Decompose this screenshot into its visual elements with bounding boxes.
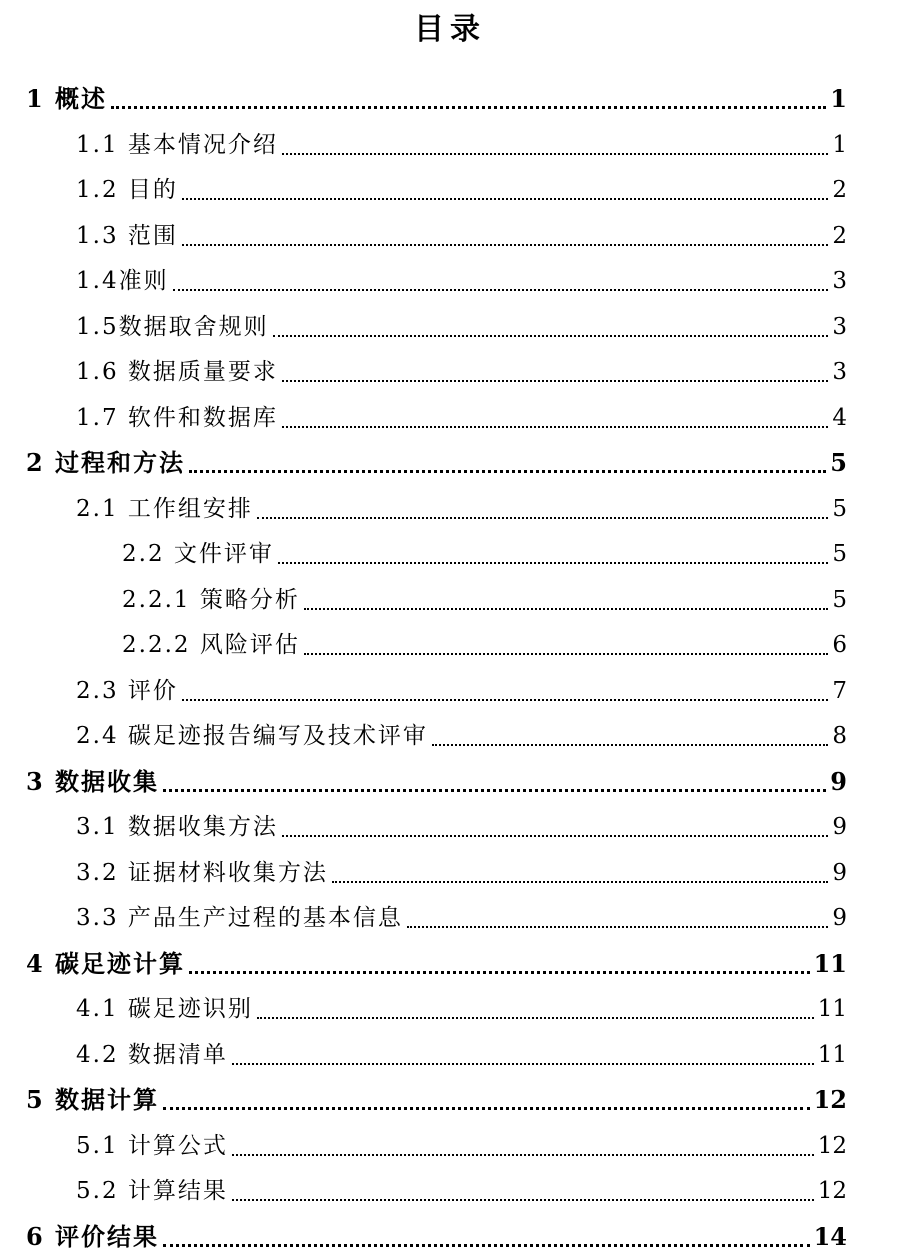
toc-entry-label: 2.4 碳足迹报告编写及技术评审 (76, 723, 428, 749)
dot-leader (163, 789, 826, 792)
dot-leader (163, 1244, 810, 1247)
toc-entry[interactable] (76, 853, 847, 887)
toc-entry[interactable] (26, 79, 847, 113)
toc-entry[interactable] (76, 261, 847, 295)
toc-entry-label: 2.3 评价 (76, 677, 178, 704)
dot-leader (182, 244, 828, 246)
toc-entry-label: 2.2.1 策略分析 (122, 586, 300, 613)
toc-entry-label: 1.7 软件和数据库 (76, 404, 278, 431)
toc-entry[interactable] (76, 671, 847, 705)
toc-entry-page-number: 5 (832, 541, 847, 567)
toc-entry-page-number: 3 (832, 268, 847, 294)
toc-entry[interactable] (76, 170, 847, 204)
toc-entry[interactable] (122, 534, 847, 568)
toc-entry-label: 1.1 基本情况介绍 (76, 131, 278, 158)
toc-entry[interactable] (76, 1171, 847, 1205)
toc-entry[interactable] (76, 989, 847, 1023)
dot-leader (163, 1107, 810, 1110)
toc-entry-label: 2.2.2 风险评估 (122, 632, 300, 658)
toc-entry-label: 1 概述 (26, 84, 108, 113)
toc-entry[interactable] (76, 807, 847, 841)
dot-leader (304, 653, 829, 655)
toc-entry-label: 1.2 目的 (76, 177, 178, 203)
dot-leader (111, 106, 826, 109)
toc-entry-page-number: 4 (832, 404, 847, 431)
toc-entry[interactable] (122, 580, 847, 614)
toc-entry[interactable] (76, 398, 847, 432)
toc-entry-label: 2 过程和方法 (26, 448, 186, 477)
toc-entry-page-number: 9 (832, 814, 847, 840)
dot-leader (273, 335, 829, 337)
dot-leader (332, 881, 828, 883)
toc-entry-page-number: 3 (832, 313, 847, 340)
toc-entry-label: 1.5数据取舍规则 (76, 313, 269, 340)
toc-entry[interactable] (76, 489, 847, 523)
toc-entry[interactable] (26, 443, 847, 477)
toc-entry-label: 4.1 碳足迹识别 (76, 996, 253, 1022)
dot-leader (232, 1154, 814, 1156)
dot-leader (278, 562, 828, 564)
dot-leader (432, 744, 828, 746)
toc-entry-page-number: 9 (832, 905, 847, 931)
toc-entry-page-number: 9 (832, 859, 847, 886)
dot-leader (282, 153, 828, 155)
toc-entry-page-number: 12 (817, 1132, 847, 1159)
toc-entry[interactable] (26, 944, 847, 978)
dot-leader (282, 380, 828, 382)
dot-leader (407, 926, 828, 928)
toc-entry-page-number: 11 (817, 996, 847, 1022)
toc-entry[interactable] (26, 1080, 847, 1114)
toc-entry-page-number: 14 (813, 1221, 847, 1251)
toc-entry-page-number: 2 (832, 222, 847, 249)
toc-entry-page-number: 5 (830, 448, 847, 477)
toc-entry-label: 4 碳足迹计算 (26, 948, 186, 978)
page-title: 目录 (414, 12, 486, 47)
toc-entry[interactable] (76, 1126, 847, 1160)
dot-leader (173, 289, 829, 291)
toc-entry[interactable] (122, 625, 847, 659)
dot-leader (189, 470, 826, 473)
toc-entry[interactable] (76, 352, 847, 386)
toc-entry[interactable] (26, 1217, 847, 1251)
toc-entry-page-number: 3 (832, 359, 847, 385)
dot-leader (282, 835, 828, 837)
dot-leader (257, 1017, 814, 1019)
toc-entry-label: 3.1 数据收集方法 (76, 814, 278, 840)
toc-entry-label: 6 评价结果 (26, 1221, 160, 1251)
toc-entry-label: 5.2 计算结果 (76, 1178, 228, 1204)
toc-entry-page-number: 12 (813, 1085, 847, 1114)
toc-entry[interactable] (76, 307, 847, 341)
toc-entry-label: 4.2 数据清单 (76, 1041, 228, 1068)
toc-entry-label: 1.3 范围 (76, 222, 178, 249)
dot-leader (232, 1063, 814, 1065)
toc-entry-page-number: 11 (813, 948, 847, 978)
toc-entry[interactable] (76, 125, 847, 159)
toc-entry-label: 3 数据收集 (26, 766, 160, 796)
toc-entry-label: 1.6 数据质量要求 (76, 359, 278, 385)
toc-entry-label: 1.4准则 (76, 268, 169, 294)
dot-leader (282, 426, 828, 428)
toc-entry-label: 2.1 工作组安排 (76, 495, 253, 522)
toc-entry-page-number: 11 (817, 1041, 847, 1068)
toc-entry-page-number: 1 (832, 131, 847, 158)
toc-entry[interactable] (76, 716, 847, 750)
dot-leader (304, 608, 829, 610)
toc-entry-page-number: 9 (830, 766, 847, 796)
toc-entry[interactable] (76, 898, 847, 932)
toc-entry-label: 5.1 计算公式 (76, 1132, 228, 1159)
toc-entry-label: 3.3 产品生产过程的基本信息 (76, 905, 403, 931)
dot-leader (182, 699, 828, 701)
dot-leader (182, 198, 828, 200)
toc-entry-page-number: 2 (832, 177, 847, 203)
toc-entry-page-number: 1 (830, 84, 847, 113)
toc-entry[interactable] (76, 1035, 847, 1069)
toc-entry[interactable] (26, 762, 847, 796)
toc-entry-page-number: 7 (832, 677, 847, 704)
toc-entry-label: 5 数据计算 (26, 1085, 160, 1114)
toc-entry-label: 3.2 证据材料收集方法 (76, 859, 328, 886)
toc-entry-page-number: 12 (817, 1178, 847, 1204)
dot-leader (232, 1199, 814, 1201)
toc-entry[interactable] (76, 216, 847, 250)
toc-entry-page-number: 6 (832, 632, 847, 658)
toc-entry-page-number: 5 (832, 495, 847, 522)
toc-entry-page-number: 5 (832, 586, 847, 613)
dot-leader (189, 971, 810, 974)
toc-entry-page-number: 8 (832, 723, 847, 749)
toc-entry-label: 2.2 文件评审 (122, 541, 274, 567)
dot-leader (257, 517, 828, 519)
